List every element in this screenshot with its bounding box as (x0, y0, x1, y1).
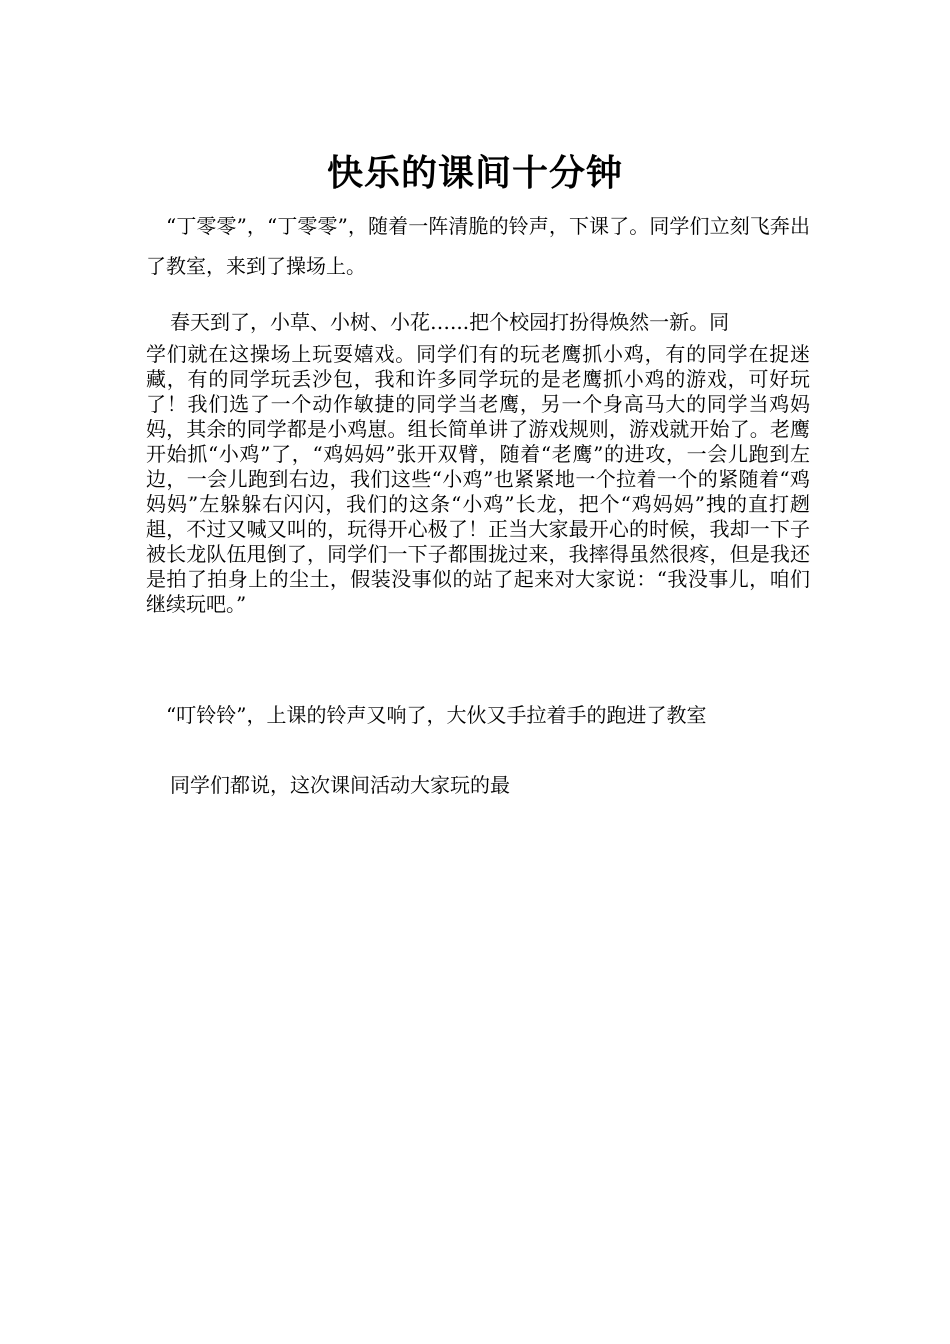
paragraph-conclusion: 同学们都说，这次课间活动大家玩的最 (170, 773, 510, 797)
paragraph-bell-rings: “丁零零”，“丁零零”，随着一阵清脆的铃声，下课了。同学们立刻飞奔出了教室，来到了操场上。 (146, 214, 810, 278)
paragraph-game-story: 学们就在这操场上玩耍嬉戏。同学们有的玩老鹰抓小鸡，有的同学在捉迷藏，有的同学玩丢沙包，我和许多同学玩的是老鹰抓小鸡的游戏，可好玩了！我们选了一个动作敏捷的同学当老鹰，另一个身高马大的同学当鸡妈妈，其余的同学都是小鸡崽。组长简单讲了游戏规则，游戏就开始了。老鹰开始抓“小鸡”了，“鸡妈妈”张开双臂，随着“老鹰”的进攻，一会儿跑到左边，一会儿跑到右边，我们这些“小鸡”也紧紧地一个拉着一个的紧随着“鸡妈妈”左躲躲右闪闪，我们的这条“小鸡”长龙，把个“鸡妈妈”拽的直打趔趄，不过又喊又叫的，玩得开心极了！正当大家最开心的时候，我却一下子被长龙队伍甩倒了，同学们一下子都围拢过来，我摔得虽然很疼，但是我还是拍了拍身上的尘土，假装没事似的站了起来对大家说：“我没事儿，咱们继续玩吧。” (146, 342, 810, 616)
paragraph-class-bell: “叮铃铃”，上课的铃声又响了，大伙又手拉着手的跑进了教室 (166, 703, 707, 727)
paragraph-playground-game (146, 304, 810, 617)
document-title: 快乐的课间十分钟 (326, 153, 623, 195)
paragraph-spring-opening: 春天到了，小草、小树、小花…...把个校园打扮得焕然一新。同 (170, 310, 730, 334)
